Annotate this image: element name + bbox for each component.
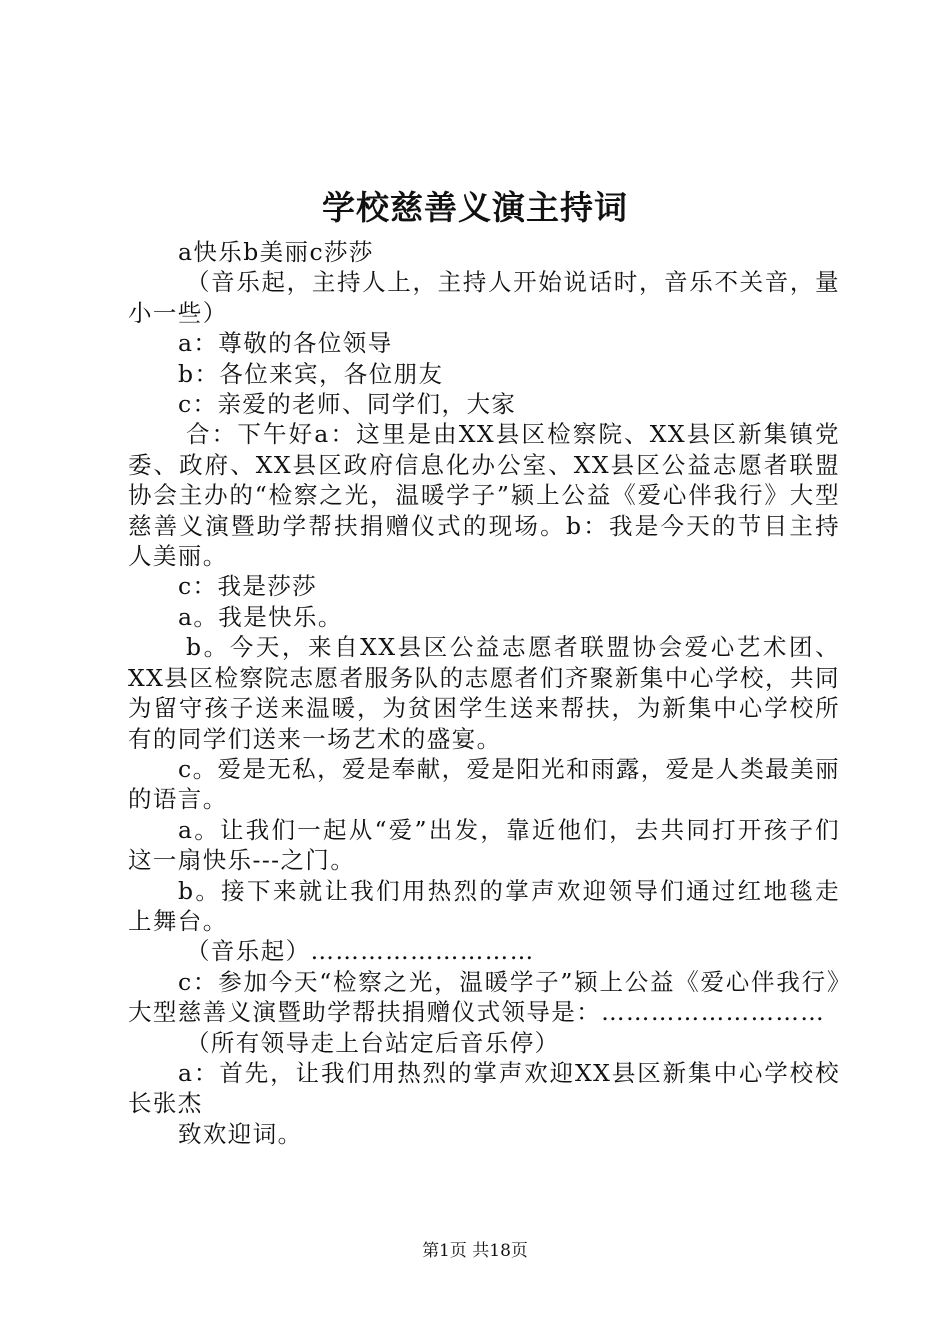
paragraph-host-names: a快乐b美丽c莎莎 xyxy=(178,238,374,266)
paragraph-joint-introduction: 合：下午好a：这里是由XX县区检察院、XX县区新集镇党委、政府、XX县区政府信息化办公室、XX县区公益志愿者联盟协会主办的“检察之光，温暖学子”颍上公益《爱心伴我行》大型慈善义演暨助学帮扶捐赠仪式的现场。b：我是今天的节目主持人美丽。 xyxy=(128,420,840,571)
paragraph-line-b-greeting: b：各位来宾，各位朋友 xyxy=(178,359,444,388)
paragraph-line-a-name: a。我是快乐。 xyxy=(178,602,343,631)
paragraph-stage-direction-leaders: （所有领导走上台站定后音乐停） xyxy=(186,1028,560,1057)
paragraph-line-c-greeting: c：亲爱的老师、同学们，大家 xyxy=(178,390,517,419)
paragraph-line-c-name: c：我是莎莎 xyxy=(178,572,318,601)
paragraph-stage-direction-opening: （音乐起，主持人上，主持人开始说话时，音乐不关音，量小一些） xyxy=(128,268,840,327)
paragraph-line-a-principal: a：首先，让我们用热烈的掌声欢迎XX县区新集中心学校校长张杰 xyxy=(128,1058,840,1118)
paragraph-stage-direction-music: （音乐起）……………………… xyxy=(186,937,535,966)
paragraph-line-c-love: c。爱是无私，爱是奉献，爱是阳光和雨露，爱是人类最美丽的语言。 xyxy=(128,754,840,814)
paragraph-line-b-today: b。今天，来自XX县区公益志愿者联盟协会爱心艺术团、XX县区检察院志愿者服务队的志愿者们齐聚新集中心学校，共同为留守孩子送来温暖，为贫困学生送来帮扶，为新集中心学校所有的同学们送来一场艺术的盛宴。 xyxy=(128,633,840,753)
paragraph-line-a-together: a。让我们一起从“爱”出发，靠近他们，去共同打开孩子们这一扇快乐---之门。 xyxy=(128,815,840,875)
paragraph-welcome-speech: 致欢迎词。 xyxy=(178,1119,303,1148)
paragraph-line-b-welcome: b。接下来就让我们用热烈的掌声欢迎领导们通过红地毯走上舞台。 xyxy=(128,876,840,935)
page-number-footer: 第1页 共18页 xyxy=(422,1241,528,1261)
paragraph-line-a-greeting: a：尊敬的各位领导 xyxy=(178,329,393,358)
paragraph-line-c-leaders: c：参加今天“检察之光，温暖学子”颍上公益《爱心伴我行》大型慈善义演暨助学帮扶捐赠仪式领导是：……………………… xyxy=(128,967,840,1027)
document-title: 学校慈善义演主持词 xyxy=(322,188,628,227)
document-body xyxy=(128,237,840,1149)
